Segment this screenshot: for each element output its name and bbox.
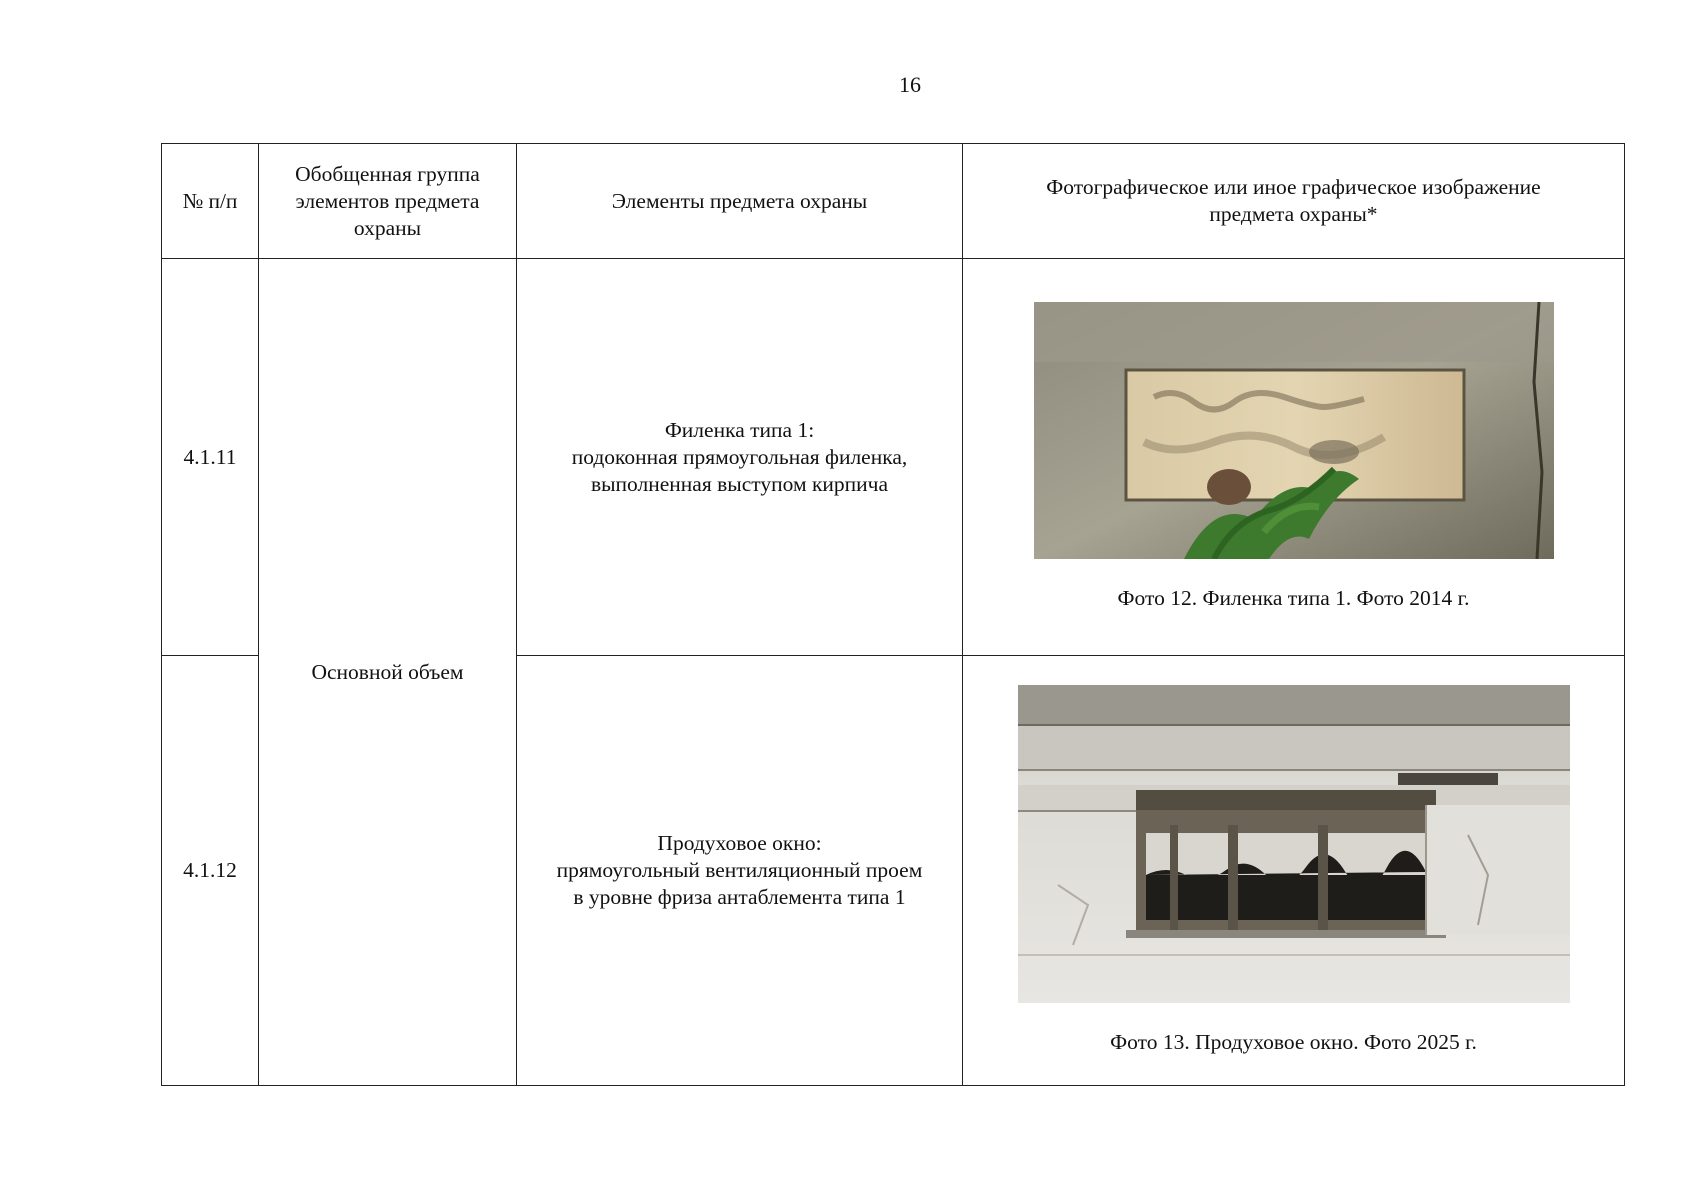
element-description: Продуховое окно: прямоугольный вентиляционный проем в уровне фриза антаблемента типа 1 — [517, 656, 963, 1086]
header-group: Обобщенная группа элементов предмета охраны — [259, 144, 517, 259]
table-header-row — [162, 144, 1625, 259]
photo-panel-image — [1034, 302, 1554, 559]
header-elements: Элементы предмета охраны — [517, 144, 963, 259]
photo-cell — [963, 259, 1625, 656]
header-num: № п/п — [162, 144, 259, 259]
protection-table — [161, 143, 1625, 1086]
photo-cell — [963, 656, 1625, 1086]
header-image: Фотографическое или иное графическое изображение предмета охраны* — [963, 144, 1625, 259]
row-number: 4.1.12 — [162, 656, 259, 1086]
photo-caption: Фото 13. Продуховое окно. Фото 2025 г. — [1110, 1030, 1477, 1054]
page-number: 16 — [899, 72, 921, 97]
table-row — [162, 259, 1625, 656]
photo-caption: Фото 12. Филенка типа 1. Фото 2014 г. — [1117, 586, 1470, 610]
photo-vent-window-image — [1018, 685, 1570, 1003]
group-cell: Основной объем — [259, 259, 517, 1086]
row-number: 4.1.11 — [162, 259, 259, 656]
element-description: Филенка типа 1: подоконная прямоугольная филенка, выполненная выступом кирпича — [517, 259, 963, 656]
